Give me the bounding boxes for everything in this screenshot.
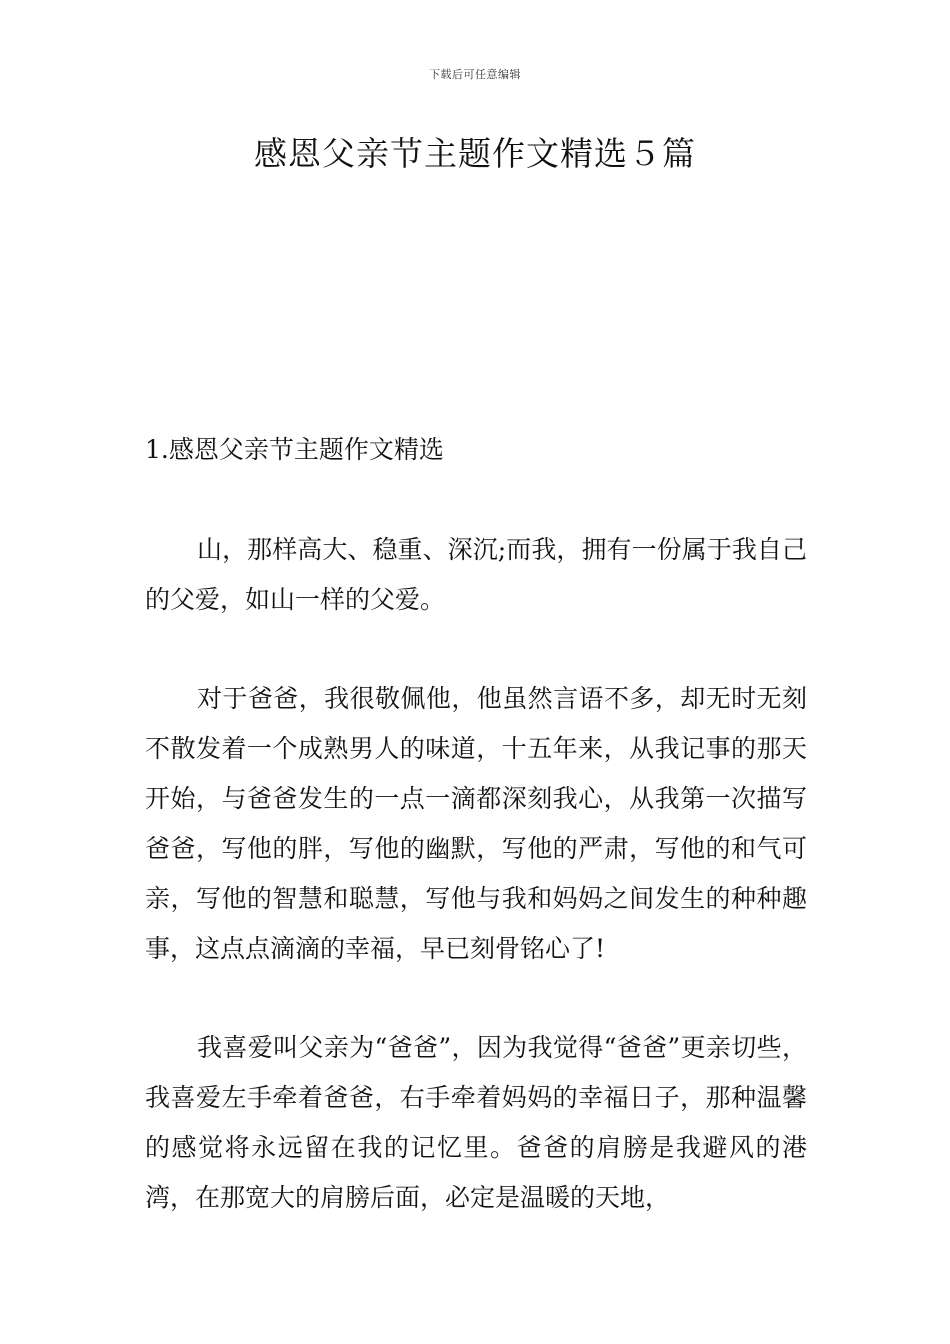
paragraph-1: 山，那样高大、稳重、深沉;而我，拥有一份属于我自己的父爱，如山一样的父爱。 <box>145 535 807 614</box>
header-note: 下载后可任意编辑 <box>429 68 521 81</box>
document-title: 感恩父亲节主题作文精选５篇 <box>254 134 696 173</box>
paragraph-3: 我喜爱叫父亲为“爸爸”，因为我觉得“爸爸”更亲切些，我喜爱左手牵着爸爸，右手牵着妈妈的幸福日子，那种温馨的感觉将永远留在我的记忆里。爸爸的肩膀是我避风的港湾，在那宽大的肩膀后面，必定是温暖的天地， <box>145 1033 807 1212</box>
section-heading: 1.感恩父亲节主题作文精选 <box>145 435 444 464</box>
paragraph-2: 对于爸爸，我很敬佩他，他虽然言语不多，却无时无刻不散发着一个成熟男人的味道，十五年来，从我记事的那天开始，与爸爸发生的一点一滴都深刻我心，从我第一次描写爸爸，写他的胖，写他的幽默，写他的严肃，写他的和气可亲，写他的智慧和聪慧，写他与我和妈妈之间发生的种种趣事，这点点滴滴的幸福，早已刻骨铭心了! <box>145 684 807 963</box>
